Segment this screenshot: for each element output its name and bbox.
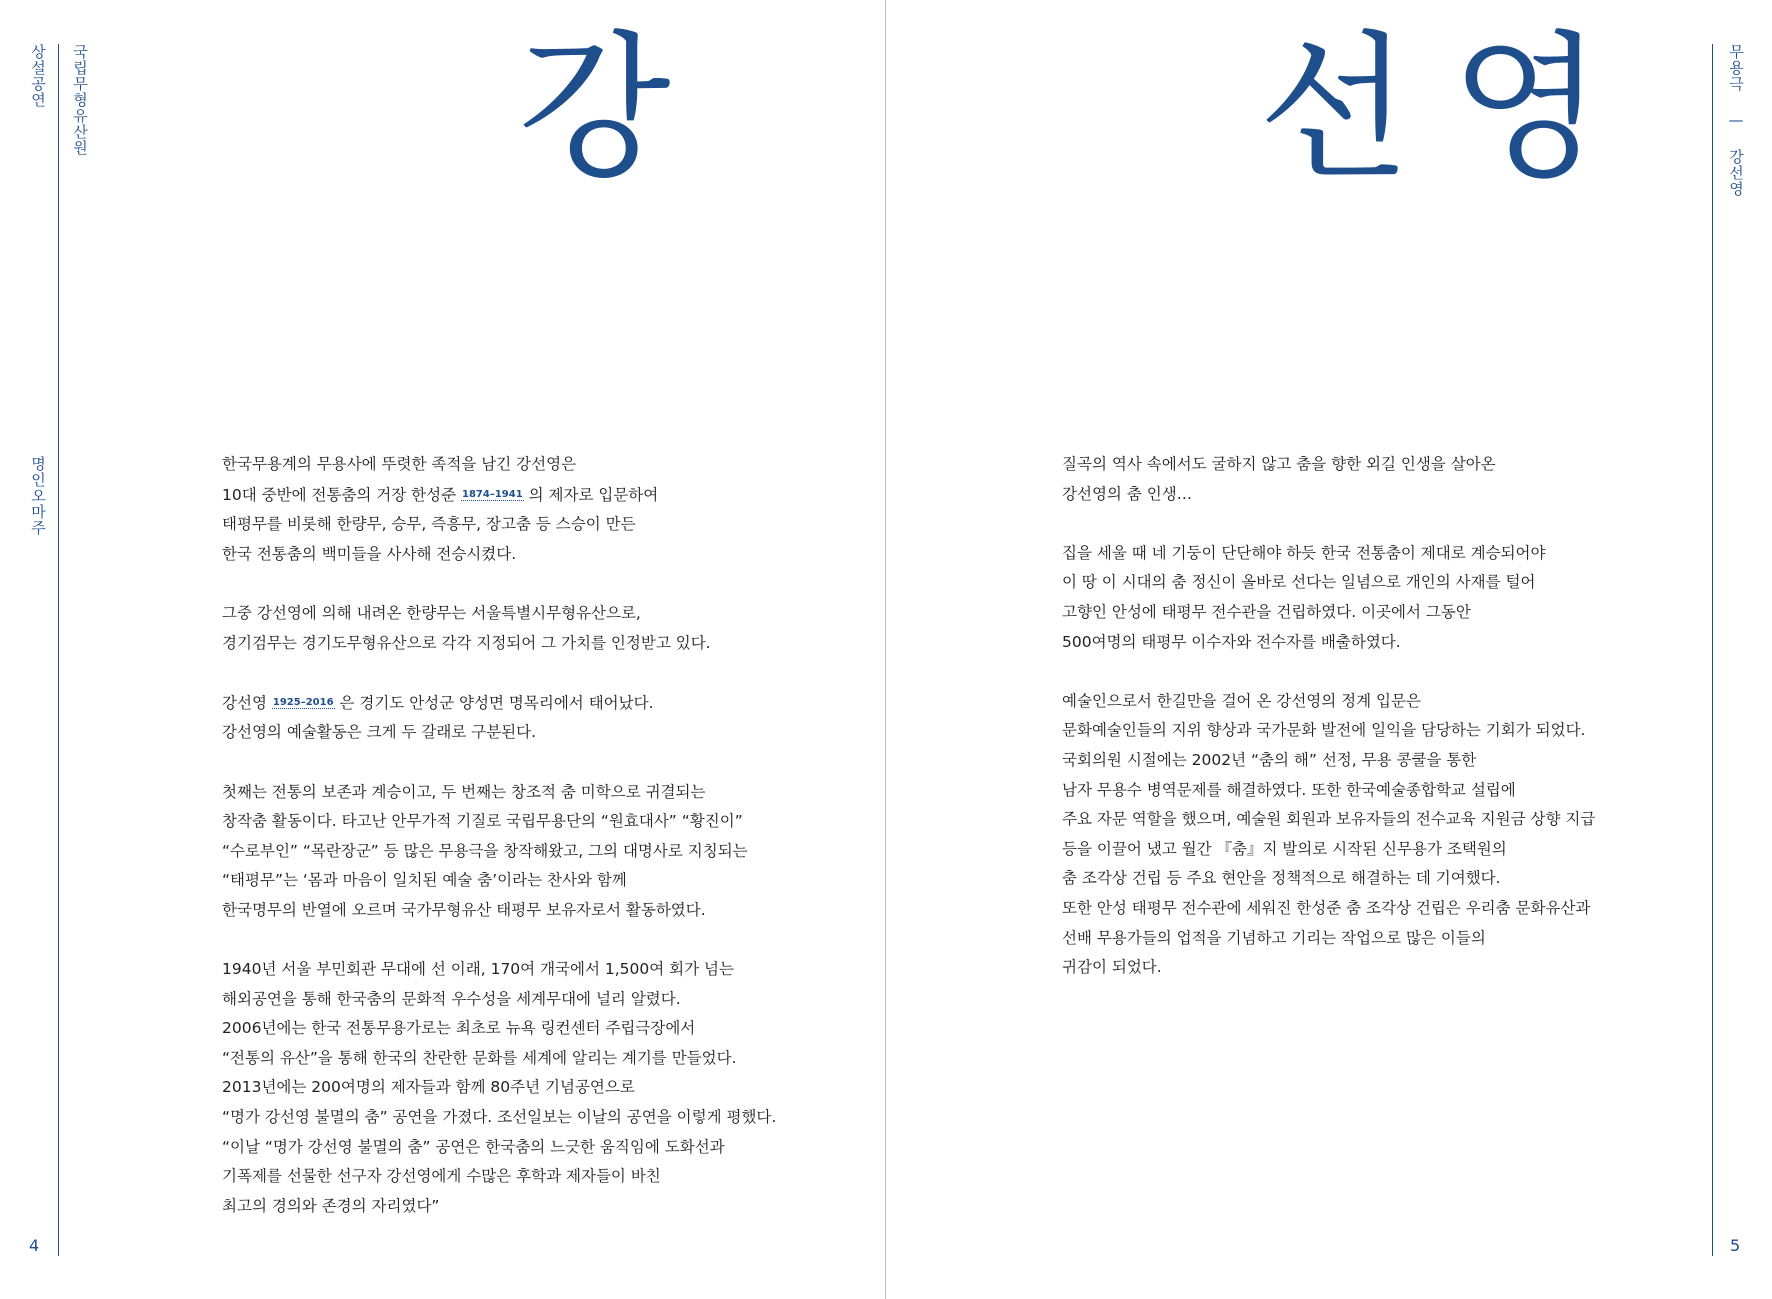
text-line: “수로부인” “목란장군” 등 많은 무용극을 창작해왔고, 그의 대명사로 지칭되는 (222, 841, 748, 860)
line-text-after: 은 경기도 안성군 양성면 명목리에서 태어났다. (334, 693, 654, 712)
page-number-left: 4 (29, 1236, 40, 1255)
text-line: 집을 세울 때 네 기둥이 단단해야 하듯 한국 전통춤이 제대로 계승되어야 (1062, 543, 1546, 562)
right-body-text (1062, 450, 1595, 983)
text-line: “명가 강선영 불멸의 춤” 공연을 가졌다. 조선일보는 이날의 공연을 이렇게 평했다. (222, 1108, 777, 1127)
line-text-before: 강선영 (222, 693, 272, 712)
text-line: 500여명의 태평무 이수자와 전수자를 배출하였다. (1062, 632, 1401, 651)
paragraph (222, 450, 776, 569)
text-line: 선배 무용가들의 업적을 기념하고 기리는 작업으로 많은 이들의 (1062, 928, 1486, 947)
paragraph (1062, 539, 1595, 657)
paragraph (222, 955, 776, 1221)
left-body-text (222, 450, 776, 1221)
text-line: 첫째는 전통의 보존과 계승이고, 두 번째는 창조적 춤 미학으로 귀결되는 (222, 782, 706, 801)
text-line: 경기검무는 경기도무형유산으로 각각 지정되어 그 가치를 인정받고 있다. (222, 633, 711, 652)
text-line: “전통의 유산”을 통해 한국의 찬란한 문화를 세계에 알리는 계기를 만들었다. (222, 1048, 737, 1067)
text-line: 한국무용계의 무용사에 뚜렷한 족적을 남긴 강선영은 (222, 455, 577, 473)
text-line: 춤 조각상 건립 등 주요 현안을 정책적으로 해결하는 데 기여했다. (1062, 869, 1501, 888)
text-line: 질곡의 역사 속에서도 굴하지 않고 춤을 향한 외길 인생을 살아온 (1062, 455, 1496, 473)
text-line (222, 480, 776, 511)
margin-rule-right (1712, 44, 1713, 1256)
text-line: 한국 전통춤의 백미들을 사사해 전승시켰다. (222, 544, 517, 563)
text-line: 국회의원 시절에는 2002년 “춤의 해” 선정, 무용 콩쿨을 통한 (1062, 750, 1477, 769)
text-line: 해외공연을 통해 한국춤의 문화적 우수성을 세계무대에 널리 알렸다. (222, 989, 681, 1008)
lifespan-years: 1925–2016 (272, 696, 334, 708)
text-line: 창작춤 활동이다. 타고난 안무가적 기질로 국립무용단의 “원효대사” “황진이” (222, 812, 743, 831)
text-line: 2013년에는 200여명의 제자들과 함께 80주년 기념공연으로 (222, 1078, 635, 1097)
text-line: “이날 “명가 강선영 불멸의 춤” 공연은 한국춤의 느긋한 움직임에 도화선과 (222, 1137, 725, 1156)
text-line: 예술인으로서 한길만을 걸어 온 강선영의 정계 입문은 (1062, 691, 1421, 710)
text-line: 한국명무의 반열에 오르며 국가무형유산 태평무 보유자로서 활동하였다. (222, 900, 706, 919)
text-line: 최고의 경의와 존경의 자리였다” (222, 1196, 440, 1215)
text-line: 강선영의 예술활동은 크게 두 갈래로 구분된다. (222, 723, 537, 742)
paragraph (222, 599, 776, 658)
text-line (222, 688, 776, 719)
running-head-outer: 상설공연 (29, 44, 47, 108)
text-line: 2006년에는 한국 전통무용가로는 최초로 뉴욕 링컨센터 주립극장에서 (222, 1019, 696, 1038)
right-page (886, 0, 1772, 1299)
text-line: 귀감이 되었다. (1062, 958, 1162, 977)
text-line: 문화예술인들의 지위 향상과 국가문화 발전에 일익을 담당하는 기회가 되었다. (1062, 721, 1586, 740)
section-label: 명인오마주 (29, 456, 47, 536)
text-line: 태평무를 비롯해 한량무, 승무, 즉흥무, 장고춤 등 스승이 만든 (222, 515, 636, 534)
text-line: 고향인 안성에 태평무 전수관을 건립하였다. 이곳에서 그동안 (1062, 602, 1471, 621)
text-line: 주요 자문 역할을 했으며, 예술원 회원과 보유자들의 전수교육 지원금 상향 지급 (1062, 810, 1596, 829)
text-line: 등을 이끌어 냈고 월간 『춤』지 발의로 시작된 신무용가 조택원의 (1062, 839, 1507, 858)
title-part-two: 선영 (1258, 17, 1644, 201)
paragraph (222, 778, 776, 926)
title-part-one: 강 (518, 17, 711, 201)
text-line: 1940년 서울 부민회관 무대에 선 이래, 170여 개국에서 1,500여 회가 넘는 (222, 960, 734, 979)
line-text-after: 의 제자로 입문하여 (523, 485, 659, 504)
page-number-right: 5 (1730, 1236, 1741, 1255)
running-head-right: 무용극 — 강선영 (1727, 44, 1745, 197)
paragraph (1062, 687, 1595, 983)
left-page (0, 0, 885, 1299)
text-line: 기폭제를 선물한 선구자 강선영에게 수많은 후학과 제자들이 바친 (222, 1167, 661, 1186)
text-line: 이 땅 이 시대의 춤 정신이 올바로 선다는 일념으로 개인의 사재를 털어 (1062, 573, 1536, 592)
text-line: 강선영의 춤 인생… (1062, 484, 1193, 503)
text-line: 남자 무용수 병역문제를 해결하였다. 또한 한국예술종합학교 설립에 (1062, 780, 1516, 799)
text-line: “태평무”는 ‘몸과 마음이 일치된 예술 춤’이라는 찬사와 함께 (222, 871, 627, 890)
text-line: 또한 안성 태평무 전수관에 세워진 한성준 춤 조각상 건립은 우리춤 문화유산과 (1062, 898, 1591, 917)
line-text-before: 10대 중반에 전통춤의 거장 한성준 (222, 485, 462, 504)
running-head-inner: 국립무형유산원 (71, 44, 89, 156)
paragraph (222, 688, 776, 748)
paragraph (1062, 450, 1595, 509)
text-line: 그중 강선영에 의해 내려온 한량무는 서울특별시무형유산으로, (222, 603, 641, 622)
lifespan-years: 1874–1941 (462, 488, 523, 500)
margin-rule-left (58, 44, 59, 1256)
